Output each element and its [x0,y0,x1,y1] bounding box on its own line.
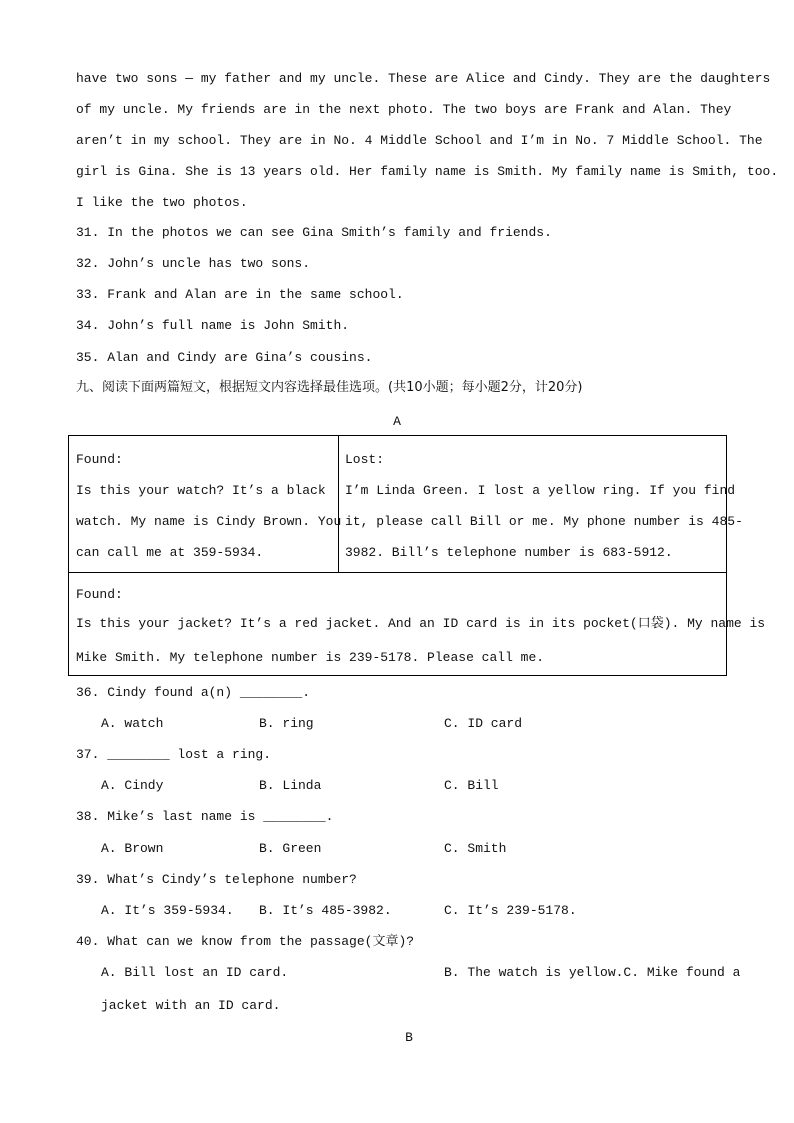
table-divider-horizontal [69,572,726,573]
option-a: A. Brown [101,841,164,856]
passage-line: girl is Gina. She is 13 years old. Her family name is Smith. My family name is Smith, too. [76,164,779,179]
passage-line: I like the two photos. [76,195,248,210]
found-jacket-text: Mike Smith. My telephone number is 239-5178. Please call me. [76,650,545,665]
found-watch-text: Is this your watch? It’s a black [76,483,326,498]
question-32: 32. John’s uncle has two sons. [76,256,311,271]
question-39: 39. What’s Cindy’s telephone number? [76,872,357,887]
question-33: 33. Frank and Alan are in the same school. [76,287,404,302]
option-a: A. watch [101,716,164,731]
found-watch-text: watch. My name is Cindy Brown. You [76,514,342,529]
question-38: 38. Mike’s last name is ________. [76,809,334,824]
passage-line: aren’t in my school. They are in No. 4 Middle School and I’m in No. 7 Middle School. The [76,133,763,148]
option-a: A. Bill lost an ID card. [101,965,289,980]
option-c: C. Bill [444,778,499,793]
found-jacket-text: Is this your jacket? It’s a red jacket. And an ID card is in its pocket(口袋). My name is [76,616,766,631]
option-b: B. Linda [259,778,322,793]
option-c: C. ID card [444,716,523,731]
option-b: B. It’s 485-3982. [259,903,392,918]
lost-ring-text: I’m Linda Green. I lost a yellow ring. If you find [345,483,736,498]
question-34: 34. John’s full name is John Smith. [76,318,350,333]
lost-ring-text: it, please call Bill or me. My phone number is 485- [345,514,743,529]
option-c: C. It’s 239-5178. [444,903,577,918]
option-c-continued: jacket with an ID card. [101,998,281,1013]
found-jacket-title: Found: [76,587,123,602]
question-37: 37. ________ lost a ring. [76,747,272,762]
lost-ring-text: 3982. Bill’s telephone number is 683-5912. [345,545,673,560]
question-31: 31. In the photos we can see Gina Smith’s family and friends. [76,225,552,240]
option-a: A. It’s 359-5934. [101,903,234,918]
passage-a-label: A [393,414,401,429]
option-b: B. ring [259,716,314,731]
option-a: A. Cindy [101,778,164,793]
passage-b-label: B [405,1030,413,1045]
passage-line: of my uncle. My friends are in the next photo. The two boys are Frank and Alan. They [76,102,732,117]
option-b: B. Green [259,841,322,856]
notice-table [68,435,766,676]
found-watch-text: can call me at 359-5934. [76,545,264,560]
table-divider-vertical [338,436,339,572]
found-watch-title: Found: [76,452,123,467]
question-36: 36. Cindy found a(n) ________. [76,685,311,700]
section-heading: 九、阅读下面两篇短文，根据短文内容选择最佳选项。(共10小题；每小题2分，计20分) [76,380,583,395]
option-b-c: B. The watch is yellow.C. Mike found a [444,965,741,980]
question-35: 35. Alan and Cindy are Gina’s cousins. [76,350,373,365]
passage-line: have two sons — my father and my uncle. These are Alice and Cindy. They are the daughters [76,71,771,86]
lost-ring-title: Lost: [345,452,385,467]
option-c: C. Smith [444,841,507,856]
question-40: 40. What can we know from the passage(文章)? [76,934,415,949]
